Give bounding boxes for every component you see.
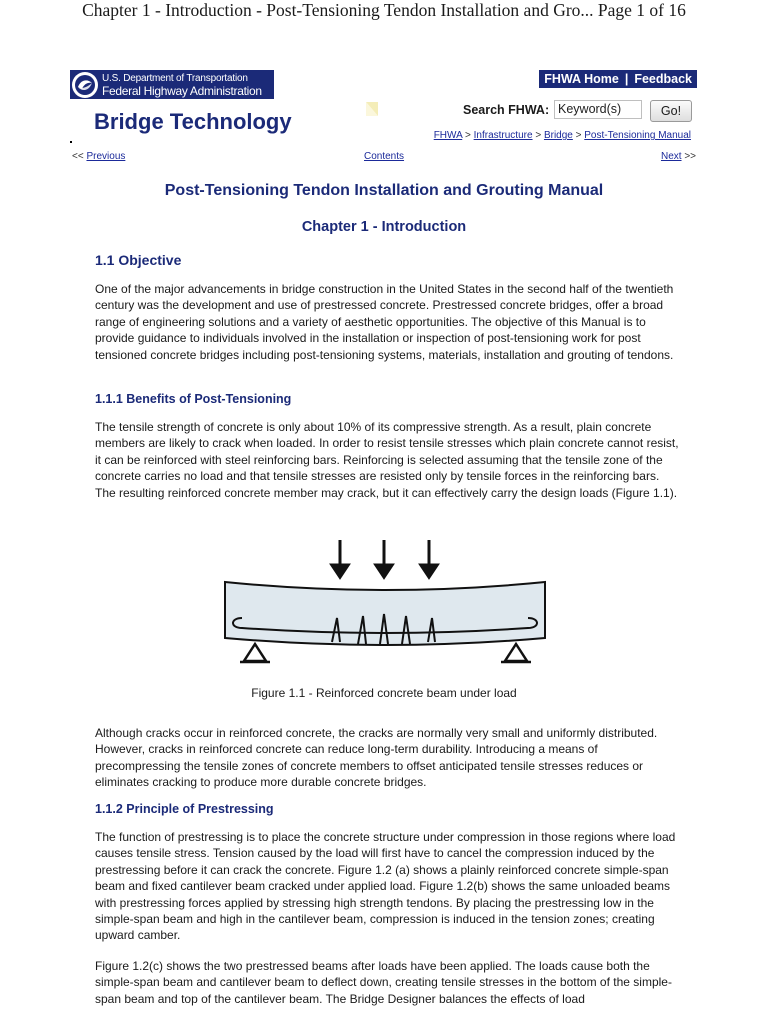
heading-benefits: 1.1.1 Benefits of Post-Tensioning <box>95 392 292 406</box>
previous-nav <box>72 151 125 162</box>
contents-link[interactable]: Contents <box>364 151 405 162</box>
principle-paragraph-2: Figure 1.2(c) shows the two prestressed beams after loads have been applied. The loads cause both the simple-span beam and cantilever beam to deflect down, creating tensile stresses in the bottom of the simple-span beam and top of the cantilever beam. The Bridge Designer balances the effects of load <box>95 959 672 1006</box>
figure-beam-diagram <box>220 534 550 666</box>
prev-arrows: << <box>72 151 84 162</box>
benefits-paragraph: The tensile strength of concrete is only about 10% of its compressive strength. As a result, plain concrete members are likely to crack when loaded. In order to resist tensile stresses which plain concrete cannot resist, it can be reinforced with steel reinforcing bars. Reinforcing is selected assuming that the tensile zone of the concrete carries no load and that tensile stresses are resisted only by tensile forces in the reinforcing bars. The resulting reinforced concrete member may crack, but it can effectively carry the design loads (Figure 1.1). <box>95 420 679 500</box>
principle-paragraph: The function of prestressing is to place the concrete structure under compression in those regions where load causes tensile stress. Tension caused by the load will first have to cancel the compression induced by the prestressing before it can crack the concrete. Figure 1.2 (a) shows a plainly reinforced concrete simple-span beam and fixed cantilever beam cracked under applied load. Figure 1.2(b) shows the same unloaded beams with prestressing forces applied by stressing high strength tendons. By placing the prestressing low in the simple-span beam and high in the cantilever beam, compression is induced in the tension zones; creating upward camber. <box>95 830 676 943</box>
search-label: Search FHWA: <box>463 103 550 117</box>
breadcrumb-separator: > <box>535 130 542 141</box>
benefits-paragraph-2: Although cracks occur in reinforced concrete, the cracks are normally very small and uniformly distributed. However, cracks in reinforced concrete can reduce long-term durability. Introducing a means of precompressing the tensile zones of concrete members to offset anticipated tensile stresses reduces or eliminates cracking to produce more durable concrete bridges. <box>95 726 658 790</box>
divider-dot <box>70 141 72 143</box>
contents-nav <box>364 151 404 162</box>
dot-seal-icon <box>72 72 98 98</box>
search-input[interactable]: Keyword(s) <box>554 100 642 119</box>
fhwa-logo[interactable] <box>70 70 274 99</box>
load-arrows <box>330 540 439 579</box>
feedback-link[interactable]: Feedback <box>634 72 692 86</box>
heading-principle: 1.1.2 Principle of Prestressing <box>95 802 274 816</box>
nav-separator: | <box>624 72 629 86</box>
breadcrumb-separator: > <box>575 130 582 141</box>
breadcrumb-infrastructure[interactable]: Infrastructure <box>473 130 533 141</box>
breadcrumb-separator: > <box>465 130 471 141</box>
figure-caption: Figure 1.1 - Reinforced concrete beam under load <box>251 686 517 700</box>
supports <box>240 644 531 662</box>
site-title: Bridge Technology <box>94 109 292 134</box>
next-arrows: >> <box>684 151 696 162</box>
next-nav <box>661 151 696 162</box>
document-title: Post-Tensioning Tendon Installation and Grouting Manual <box>164 182 604 199</box>
breadcrumb-fhwa[interactable]: FHWA <box>433 130 463 141</box>
heading-objective: 1.1 Objective <box>95 252 182 268</box>
print-header: Chapter 1 - Introduction - Post-Tensioning Tendon Installation and Gro... Page 1 of 16 <box>82 0 686 20</box>
breadcrumb-bridge[interactable]: Bridge <box>543 130 573 141</box>
logo-line-2: Federal Highway Administration <box>102 83 262 98</box>
previous-link[interactable]: Previous <box>86 151 126 162</box>
concrete-beam <box>225 582 545 645</box>
objective-paragraph: One of the major advancements in bridge construction in the United States in the second half of the twentieth century was the development and use of prestressed concrete. Prestressed concrete bridges, offer a broad range of engineering solutions and a variety of aesthetic opportunities. The objective of this Manual is to provide guidance to individuals involved in the installation or inspection of post-tensioning work for post tensioned concrete bridges including post-tensioning systems, materials, installation and grouting of tendons. <box>95 282 674 362</box>
fhwa-home-link[interactable]: FHWA Home <box>544 72 619 86</box>
top-navigation <box>539 70 697 88</box>
chapter-title: Chapter 1 - Introduction <box>301 219 467 235</box>
next-link[interactable]: Next <box>660 151 682 162</box>
breadcrumb-pt-manual[interactable]: Post-Tensioning Manual <box>584 130 691 141</box>
breadcrumb <box>434 130 691 141</box>
loading-icon <box>364 101 380 117</box>
search-go-button[interactable]: Go! <box>650 100 692 122</box>
logo-line-1: U.S. Department of Transportation <box>102 72 248 84</box>
